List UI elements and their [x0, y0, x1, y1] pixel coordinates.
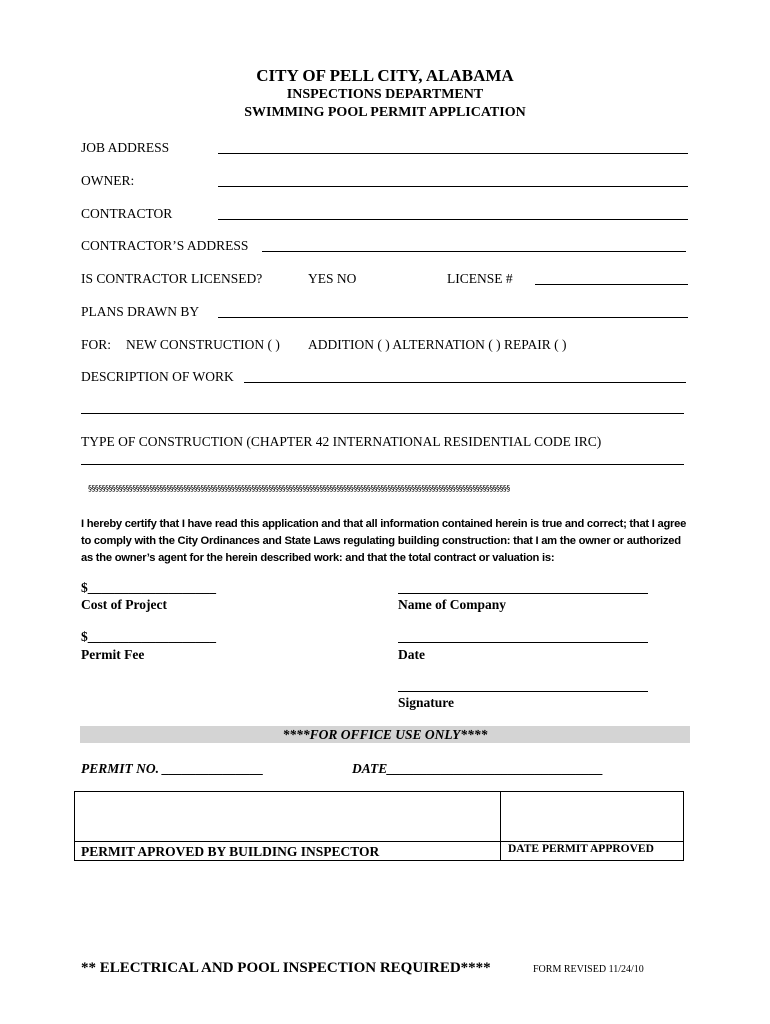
yes-no-options[interactable]: YES NO	[308, 271, 357, 286]
approval-table	[74, 791, 684, 861]
signature-field[interactable]	[398, 691, 648, 692]
inspection-required-notice: ** ELECTRICAL AND POOL INSPECTION REQUIRED****	[81, 960, 491, 976]
section-separator: §§§§§§§§§§§§§§§§§§§§§§§§§§§§§§§§§§§§§§§§§§§§§§§§§§§§§§§§§§§§§§§§§§§§§§§§§§§§§§§§§§§§§§§§§§§§§§§§§§§§§§§§§§§§§§§§§§§§§§§§§§§§	[88, 484, 510, 493]
type-of-construction-field[interactable]	[81, 464, 684, 465]
for-label: FOR:	[81, 337, 112, 352]
license-number-label: LICENSE #	[447, 271, 513, 286]
addition-alternation-repair-checkboxes[interactable]: ADDITION ( ) ALTERNATION ( ) REPAIR ( )	[308, 337, 567, 352]
permit-fee-field[interactable]: $___________________	[81, 629, 216, 644]
description-of-work-label: DESCRIPTION OF WORK	[81, 369, 234, 384]
department-title: INSPECTIONS DEPARTMENT	[286, 87, 484, 102]
approval-table-rule	[75, 841, 683, 842]
permit-approved-by-label: PERMIT APROVED BY BUILDING INSPECTOR	[81, 844, 380, 859]
name-of-company-label: Name of Company	[398, 597, 506, 612]
contractor-address-label: CONTRACTOR’S ADDRESS	[81, 238, 249, 253]
job-address-label: JOB ADDRESS	[81, 140, 170, 155]
type-of-construction-label: TYPE OF CONSTRUCTION (CHAPTER 42 INTERNATIONAL RESIDENTIAL CODE IRC)	[81, 434, 602, 449]
signature-label: Signature	[398, 695, 455, 710]
description-of-work-field[interactable]	[244, 382, 686, 383]
permit-fee-label: Permit Fee	[81, 647, 145, 662]
form-title: SWIMMING POOL PERMIT APPLICATION	[244, 105, 526, 120]
approval-table-divider	[500, 792, 501, 860]
contractor-address-field[interactable]	[262, 251, 686, 252]
job-address-field[interactable]	[218, 153, 688, 154]
form-revised-date: FORM REVISED 11/24/10	[533, 964, 644, 975]
contractor-field[interactable]	[218, 219, 688, 220]
new-construction-checkbox[interactable]: NEW CONSTRUCTION ( )	[126, 337, 280, 352]
cost-of-project-field[interactable]: $___________________	[81, 580, 216, 595]
date-label: Date	[398, 647, 425, 662]
date-permit-approved-label: DATE PERMIT APPROVED	[508, 843, 654, 855]
contractor-licensed-label: IS CONTRACTOR LICENSED?	[81, 271, 263, 286]
owner-field[interactable]	[218, 186, 688, 187]
date-field[interactable]	[398, 642, 648, 643]
cost-of-project-label: Cost of Project	[81, 597, 167, 612]
plans-drawn-by-label: PLANS DRAWN BY	[81, 304, 200, 319]
license-number-field[interactable]	[535, 284, 688, 285]
owner-label: OWNER:	[81, 173, 135, 188]
contractor-label: CONTRACTOR	[81, 206, 173, 221]
certification-statement: I hereby certify that I have read this application and that all information contained herein is true and correct; that I agree to comply with the City Ordinances and State Laws regulating building construction: that I am the owner or authorized as the owner’s agent for the herein described work: and that the total contract or valuation is:	[81, 518, 687, 564]
plans-drawn-by-field[interactable]	[218, 317, 688, 318]
description-of-work-field-line-2[interactable]	[81, 413, 684, 414]
office-use-only-banner: ****FOR OFFICE USE ONLY****	[80, 726, 690, 743]
name-of-company-field[interactable]	[398, 593, 648, 594]
permit-number-field[interactable]: PERMIT NO. _______________	[81, 761, 264, 776]
office-date-field[interactable]: DATE________________________________	[352, 761, 604, 776]
city-title: CITY OF PELL CITY, ALABAMA	[256, 66, 514, 85]
